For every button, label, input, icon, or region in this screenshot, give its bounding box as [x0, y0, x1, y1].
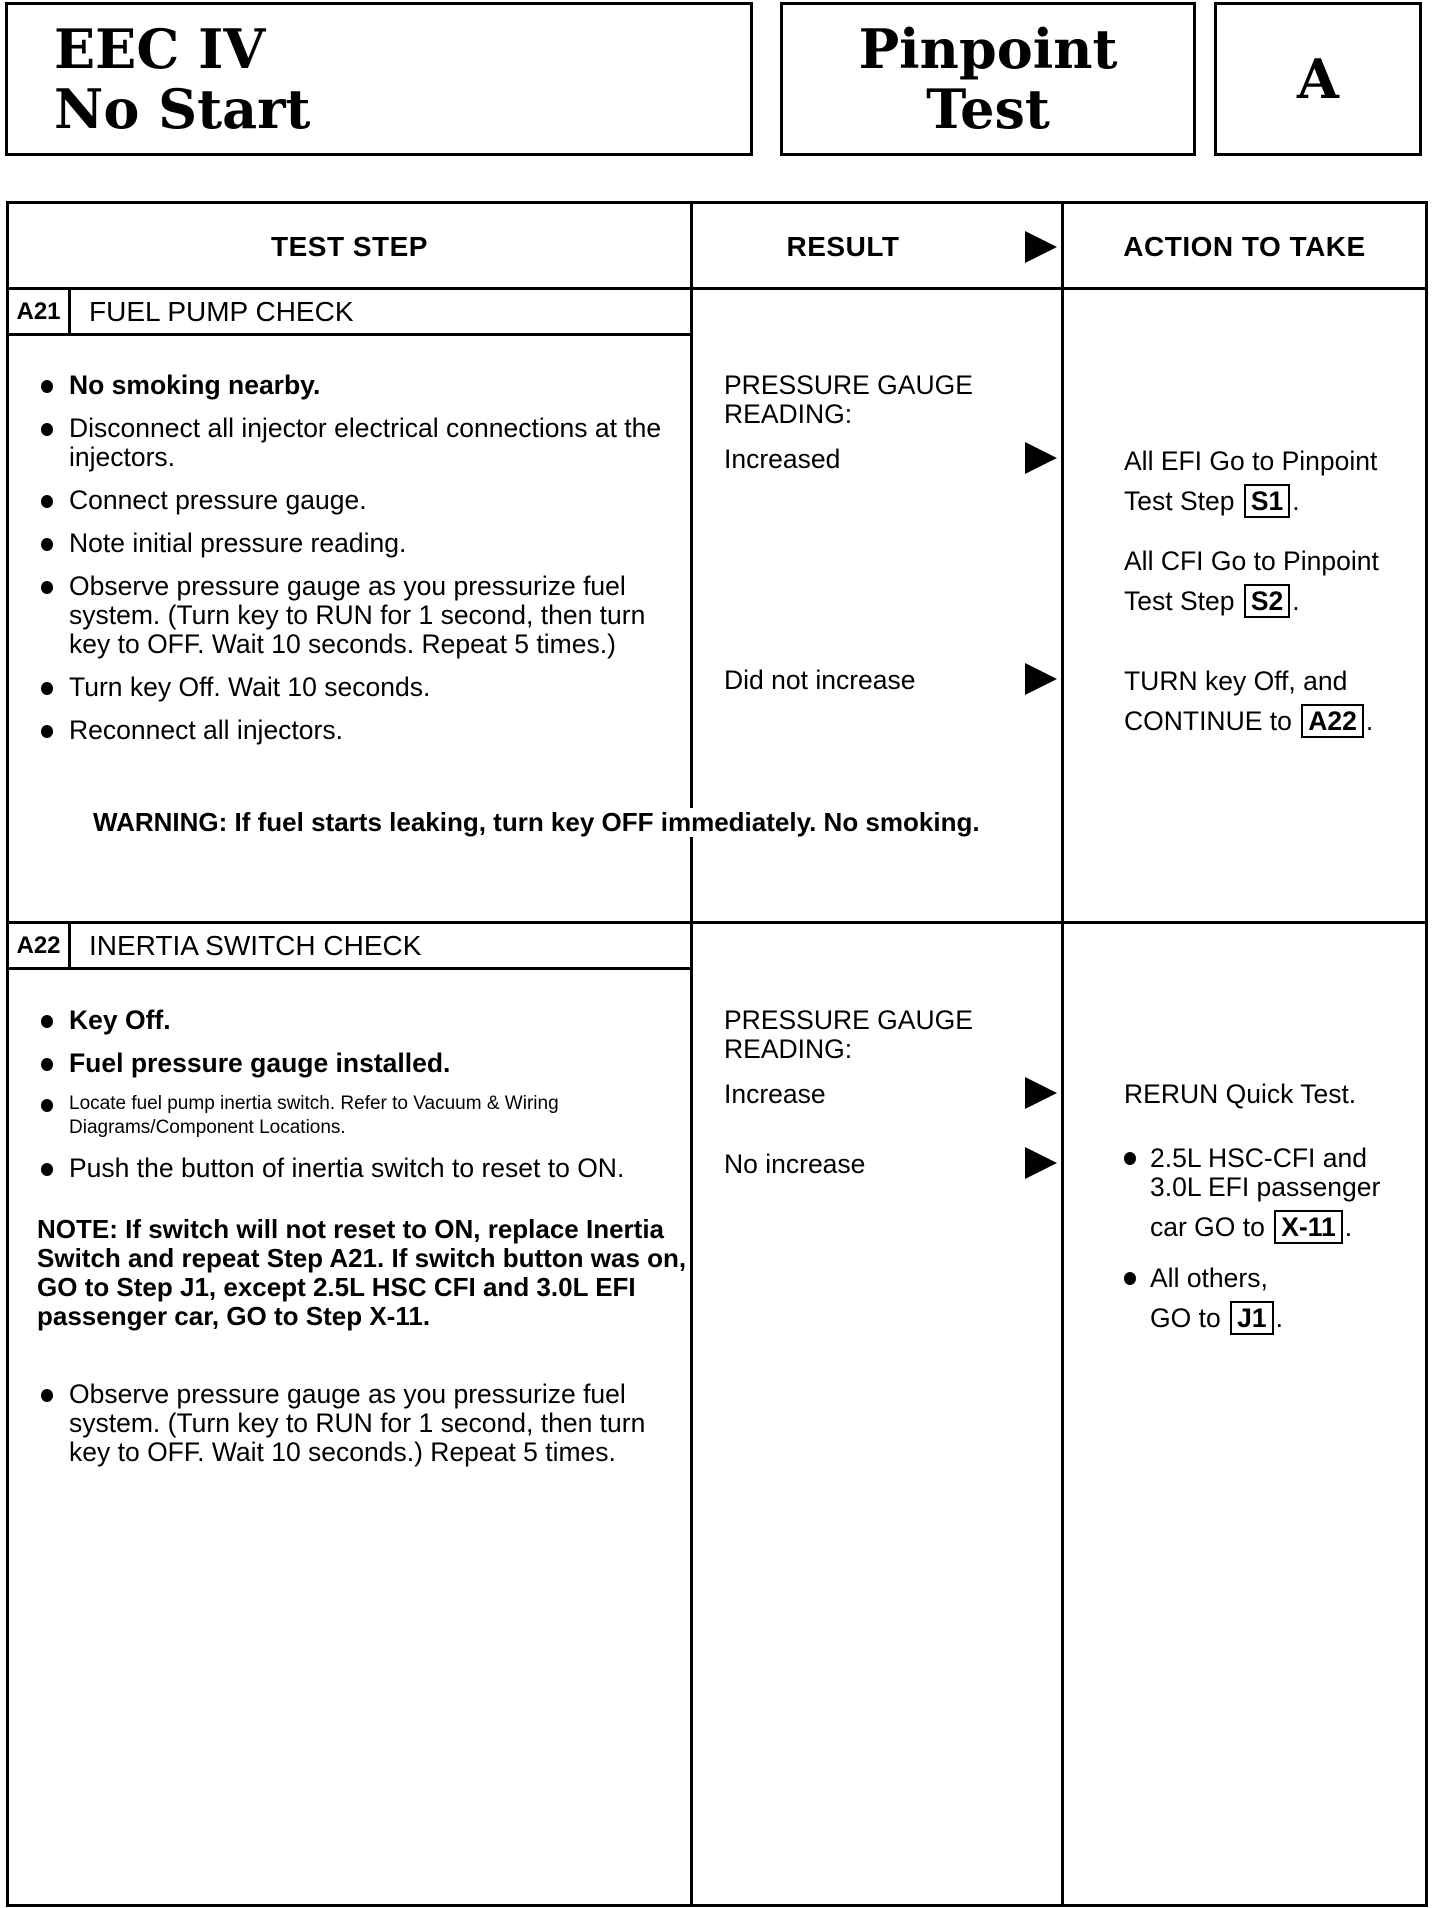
action-text: Test Step — [1124, 586, 1235, 616]
action-suffix: . — [1344, 1212, 1353, 1242]
action-suffix: . — [1365, 706, 1374, 736]
list-item: Observe pressure gauge as you pressurize fuel system. (Turn key to RUN for 1 second, then turn key to OFF. Wait 10 seconds. Repeat 5 times.) — [37, 572, 677, 659]
action-text: GO to — [1150, 1303, 1221, 1333]
step-id: A22 — [9, 924, 71, 967]
action-line: RERUN Quick Test. — [1124, 1079, 1357, 1109]
result-heading — [724, 371, 973, 429]
action-line — [1124, 1144, 1380, 1173]
column-header-test-step: TEST STEP — [271, 231, 428, 262]
result-heading-line-1: PRESSURE GAUGE — [724, 1005, 973, 1035]
warning-text: WARNING: If fuel starts leaking, turn key OFF immediately. No smoking. — [93, 808, 984, 837]
step-reference-s2[interactable]: S2 — [1244, 584, 1290, 618]
list-item: Turn key Off. Wait 10 seconds. — [37, 673, 677, 702]
action-line: All CFI Go to Pinpoint — [1124, 546, 1379, 576]
action-line — [1124, 1264, 1283, 1293]
title-line-1: EEC IV — [54, 17, 266, 81]
arrow-right-icon — [1025, 1147, 1057, 1179]
title-line-2: No Start — [54, 77, 311, 141]
result-heading-line-1: PRESSURE GAUGE — [724, 370, 973, 400]
pinpoint-test-label — [783, 19, 1193, 139]
action-line — [1124, 701, 1373, 741]
action-line — [1124, 1301, 1283, 1335]
step-reference-x11[interactable]: X-11 — [1274, 1210, 1343, 1244]
pinpoint-line-2: Test — [926, 77, 1050, 141]
action-item — [1124, 1074, 1356, 1114]
list-item: Connect pressure gauge. — [37, 486, 677, 515]
action-suffix: . — [1275, 1303, 1283, 1333]
column-divider-2 — [1061, 204, 1064, 1904]
action-line: 3.0L EFI passenger — [1150, 1172, 1381, 1202]
action-line — [1124, 1210, 1380, 1244]
result-value: Increase — [724, 1079, 826, 1109]
column-divider-1 — [690, 204, 693, 1904]
action-line — [1124, 581, 1379, 621]
test-letter: A — [1297, 47, 1339, 111]
arrow-right-icon — [1025, 663, 1057, 695]
arrow-right-icon — [1025, 442, 1057, 474]
list-item: Reconnect all injectors. — [37, 716, 677, 745]
column-header-result: RESULT — [786, 231, 900, 262]
result-heading-line-2: READING: — [724, 399, 853, 429]
result-value: Did not increase — [724, 665, 916, 695]
step-reference-s1[interactable]: S1 — [1244, 484, 1290, 518]
pinpoint-test-box — [780, 2, 1196, 156]
result-heading-line-2: READING: — [724, 1034, 853, 1064]
note-text: NOTE: If switch will not reset to ON, replace Inertia Switch and repeat Step A21. If switch button was on, GO to Step J1, except 2.5L HSC CFI and 3.0L EFI passenger car, GO to Step X-11. — [37, 1214, 687, 1331]
step-heading-a21 — [9, 290, 693, 336]
action-suffix: . — [1292, 586, 1300, 616]
list-item: Key Off. — [37, 1006, 677, 1035]
action-item — [1124, 661, 1373, 741]
action-item — [1124, 441, 1377, 521]
list-item: No smoking nearby. — [37, 371, 677, 400]
action-text: Test Step — [1124, 486, 1235, 516]
pinpoint-test-table — [6, 201, 1428, 1907]
section-title-box — [5, 2, 753, 156]
test-letter-box — [1214, 2, 1422, 156]
action-item — [1124, 1264, 1283, 1335]
list-item: Note initial pressure reading. — [37, 529, 677, 558]
action-text: All others, — [1150, 1263, 1268, 1293]
step-reference-a22[interactable]: A22 — [1301, 704, 1364, 738]
action-text: CONTINUE to — [1124, 706, 1292, 736]
column-header-action: ACTION TO TAKE — [1123, 231, 1366, 262]
action-item — [1124, 1144, 1380, 1244]
step-title: FUEL PUMP CHECK — [89, 295, 354, 327]
list-item: Observe pressure gauge as you pressurize fuel system. (Turn key to RUN for 1 second, then turn key to OFF. Wait 10 seconds.) Repeat 5 times. — [37, 1380, 677, 1467]
bullet-icon — [1124, 1152, 1136, 1165]
step-heading-a22 — [9, 924, 693, 970]
arrow-right-icon — [1025, 231, 1057, 263]
step-a22-instructions-continued — [37, 1380, 677, 1481]
action-line — [1124, 481, 1377, 521]
section-title — [54, 19, 311, 139]
step-a22-instructions — [37, 1006, 677, 1197]
action-suffix: . — [1292, 486, 1300, 516]
step-id: A21 — [9, 290, 71, 333]
action-text: 2.5L HSC-CFI and — [1150, 1143, 1367, 1173]
list-item: Push the button of inertia switch to reset to ON. — [37, 1154, 677, 1183]
step-a21-instructions — [37, 371, 677, 759]
bullet-icon — [1124, 1272, 1136, 1285]
step-reference-j1[interactable]: J1 — [1230, 1301, 1273, 1335]
action-line: TURN key Off, and — [1124, 666, 1348, 696]
pinpoint-line-1: Pinpoint — [858, 17, 1118, 81]
action-line: All EFI Go to Pinpoint — [1124, 446, 1378, 476]
action-text: car GO to — [1150, 1212, 1265, 1242]
list-item: Disconnect all injector electrical connections at the injectors. — [37, 414, 677, 472]
list-item: Locate fuel pump inertia switch. Refer to Vacuum & Wiring Diagrams/Component Locations. — [37, 1092, 677, 1140]
result-heading — [724, 1006, 973, 1064]
result-value: No increase — [724, 1149, 866, 1179]
arrow-right-icon — [1025, 1077, 1057, 1109]
result-value: Increased — [724, 444, 841, 474]
list-item: Fuel pressure gauge installed. — [37, 1049, 677, 1078]
action-item — [1124, 541, 1379, 621]
step-title: INERTIA SWITCH CHECK — [89, 929, 422, 961]
